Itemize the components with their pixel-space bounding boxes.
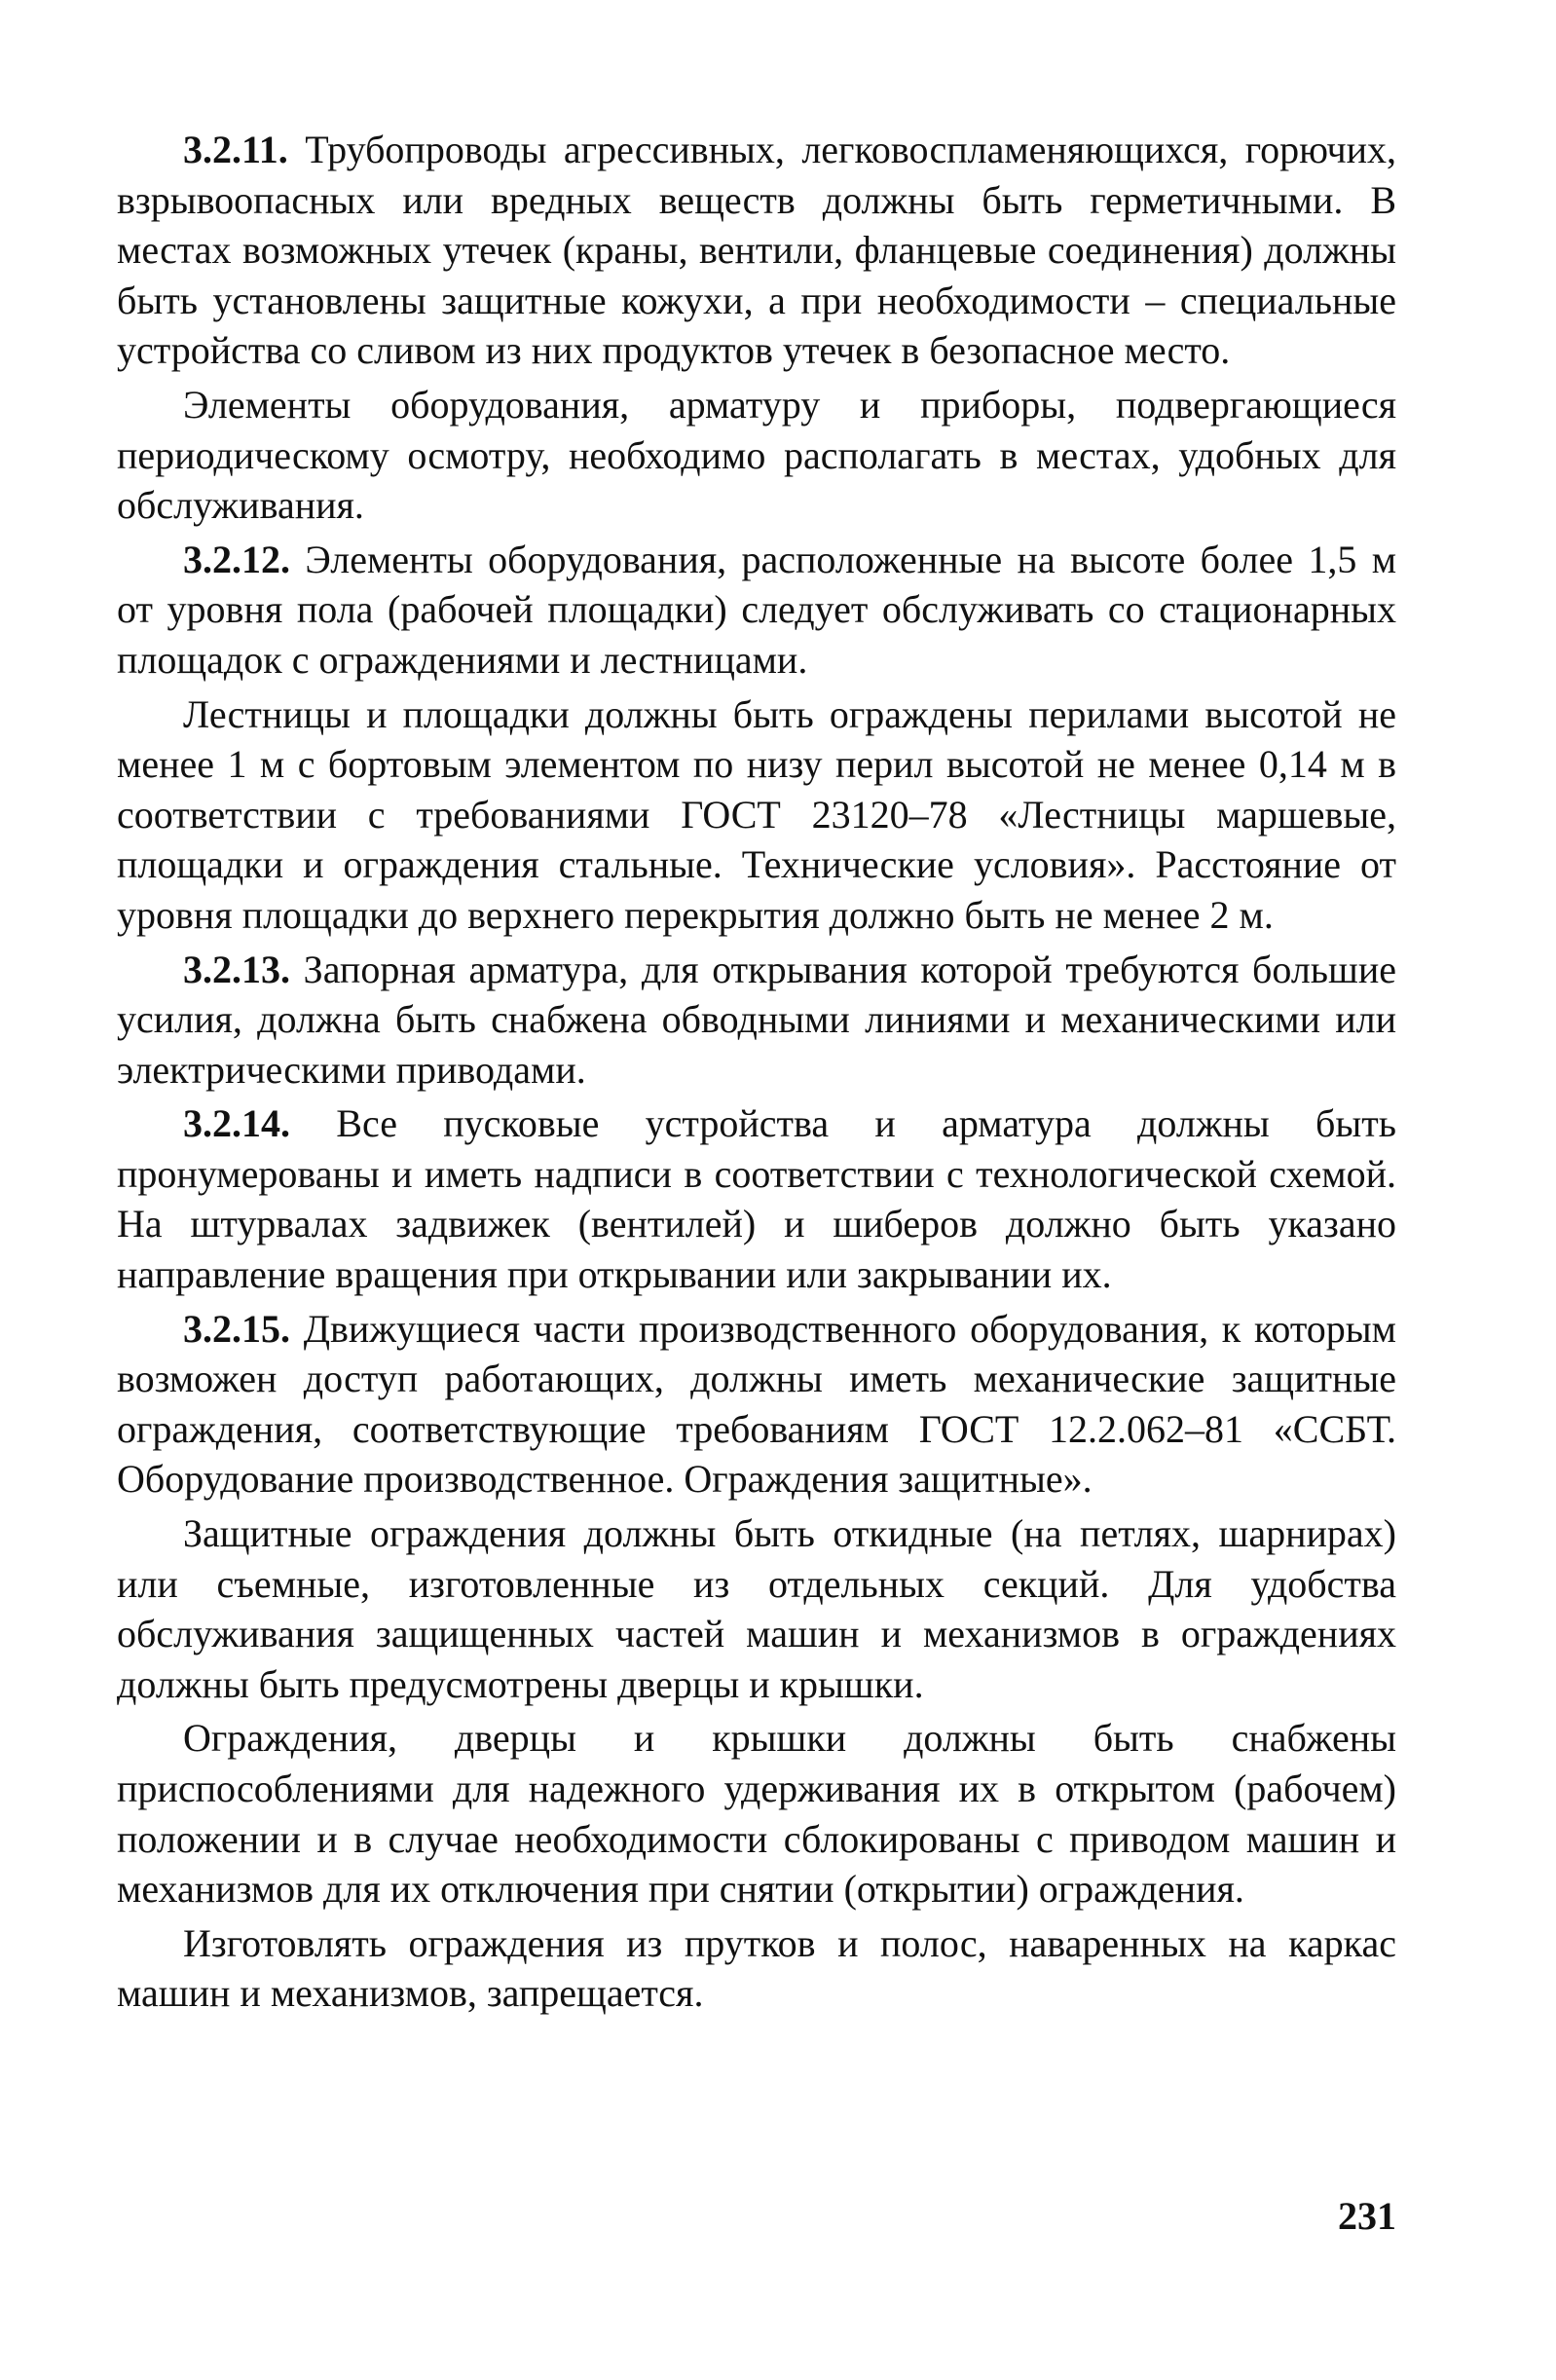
paragraph-text: Лестницы и площадки должны быть ограждены перилами высотой не менее 1 м с бортовым элементом по низу перил высотой не менее 0,14 м в соответствии с требованиями ГОСТ 23120–78 «Лестницы маршевые, площадки и ограждения стальные. Технические условия». Расстояние от уровня площадки до верхнего перекрытия должно быть не менее 2 м.	[117, 691, 1396, 937]
paragraph-text: Ограждения, дверцы и крышки должны быть снабжены приспособлениями для надежного удерживания их в открытом (рабочем) положении и в случае необходимости сблокированы с приводом машин и механизмов для их отключения при снятии (открытии) ограждения.	[117, 1716, 1396, 1912]
body-text	[117, 125, 1396, 2023]
page-number: 231	[1338, 2194, 1396, 2238]
paragraph-3-2-14	[117, 1098, 1396, 1299]
paragraph-guard-fixtures	[117, 1713, 1396, 1914]
paragraph-guard-types	[117, 1508, 1396, 1709]
paragraph-text: Защитные ограждения должны быть откидные (на петлях, шарнирах) или съемные, изготовленные из отдельных секций. Для удобства обслуживания защищенных частей машин и механизмов в ограждениях должны быть предусмотрены дверцы и крышки.	[117, 1511, 1396, 1706]
clause-number: 3.2.14.	[183, 1101, 290, 1146]
paragraph-guard-prohibition	[117, 1918, 1396, 2019]
paragraph-text: Движущиеся части производственного оборудования, к которым возможен доступ работающих, должны иметь механические защитные ограждения, соответствующие требованиям ГОСТ 12.2.062–81 «ССБТ. Оборудование производственное. Ограждения защитные».	[117, 1306, 1396, 1502]
paragraph-equipment-placement	[117, 380, 1396, 531]
paragraph-text: Все пусковые устройства и арматура должны быть пронумерованы и иметь надписи в соответствии с технологической схемой. На штурвалах задвижек (вентилей) и шиберов должно быть указано направление вращения при открывании или закрывании их.	[117, 1101, 1396, 1297]
paragraph-text: Элементы оборудования, арматуру и приборы, подвергающиеся периодическому осмотру, необходимо располагать в местах, удобных для обслуживания.	[117, 382, 1396, 528]
paragraph-text: Запорная арматура, для открывания которой требуются большие усилия, должна быть снабжена обводными линиями и механическими или электрическими приводами.	[117, 947, 1396, 1092]
paragraph-3-2-15	[117, 1304, 1396, 1505]
paragraph-3-2-13	[117, 945, 1396, 1096]
clause-number: 3.2.13.	[183, 947, 290, 991]
paragraph-3-2-11	[117, 125, 1396, 376]
clause-number: 3.2.12.	[183, 537, 290, 581]
paragraph-text: Изготовлять ограждения из прутков и полос, наваренных на каркас машин и механизмов, запрещается.	[117, 1920, 1396, 2016]
paragraph-stairs-platforms	[117, 689, 1396, 941]
paragraph-text: Трубопроводы агрессивных, легковоспламеняющихся, горючих, взрывоопасных или вредных веществ должны быть герметичными. В местах возможных утечек (краны, вентили, фланцевые соединения) должны быть установлены защитные кожухи, а при необходимости – специальные устройства со сливом из них продуктов утечек в безопасное место.	[117, 128, 1396, 373]
clause-number: 3.2.11.	[183, 128, 288, 171]
paragraph-text: Элементы оборудования, расположенные на высоте более 1,5 м от уровня пола (рабочей площадки) следует обслуживать со стационарных площадок с ограждениями и лестницами.	[117, 537, 1396, 682]
clause-number: 3.2.15.	[183, 1306, 290, 1351]
paragraph-3-2-12	[117, 535, 1396, 686]
